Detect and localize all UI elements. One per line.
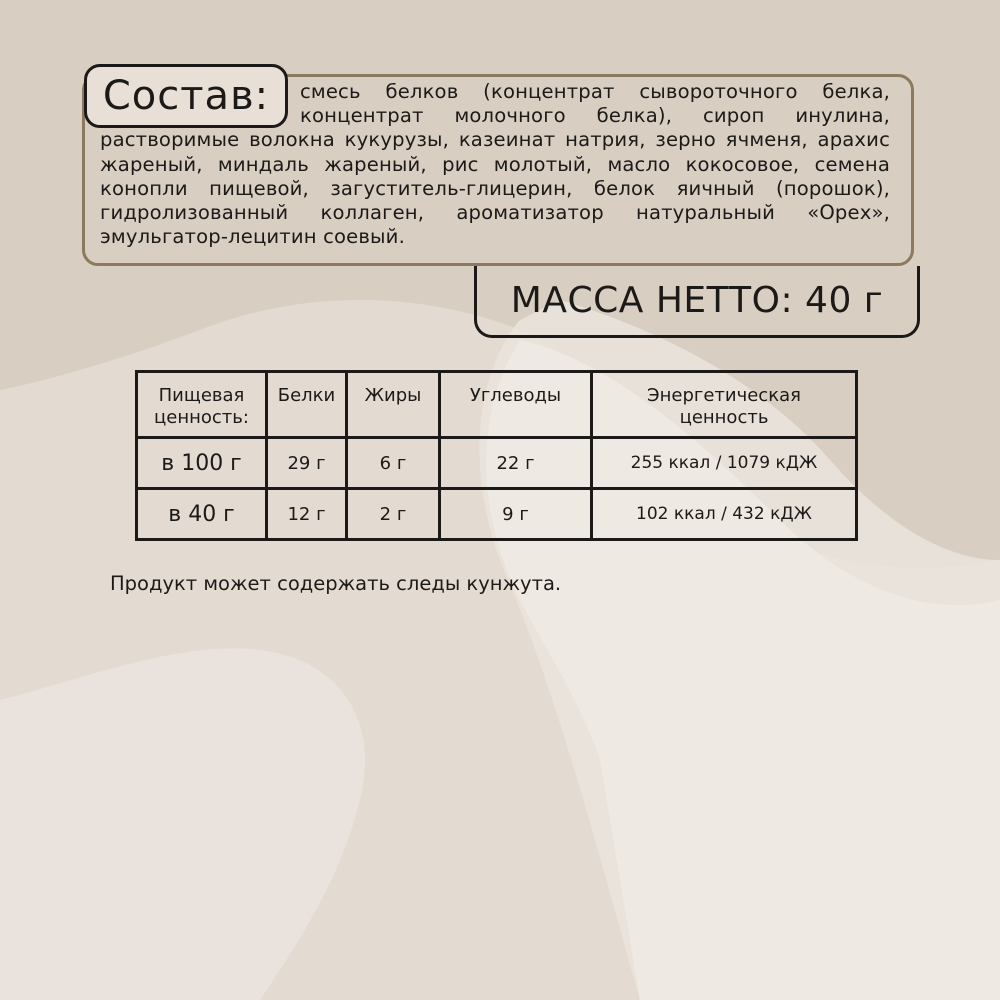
cell-carbs: 9 г (440, 489, 592, 540)
composition-text: смесь белков (концентрат сывороточного белка, концентрат молочного белка), сироп инулина, растворимые волокна кукурузы, казеинат натрия, зерно ячменя, арахис жареный, миндаль жареный, рис молотый, масло кокосовое, семена конопли пищевой, загуститель-глицерин, белок яичный (порошок), гидролизованный коллаген, ароматизатор натуральный «Орех», эмульгатор-лецитин соевый. (100, 80, 890, 249)
row-label: в 100 г (137, 438, 267, 489)
cell-fat: 2 г (347, 489, 440, 540)
row-label: в 40 г (137, 489, 267, 540)
composition-title: Состав: (84, 64, 288, 128)
cell-protein: 29 г (267, 438, 347, 489)
title-spacer (100, 80, 300, 128)
cell-carbs: 22 г (440, 438, 592, 489)
cell-energy: 102 ккал / 432 кДЖ (592, 489, 857, 540)
net-mass-box (474, 266, 920, 338)
cell-energy: 255 ккал / 1079 кДЖ (592, 438, 857, 489)
header-nutritional-value: Пищевая ценность: (137, 372, 267, 438)
cell-protein: 12 г (267, 489, 347, 540)
nutrition-table (135, 370, 858, 541)
table-row (137, 489, 857, 540)
cell-fat: 6 г (347, 438, 440, 489)
table-header-row (137, 372, 857, 438)
header-fat: Жиры (347, 372, 440, 438)
header-carbs: Углеводы (440, 372, 592, 438)
table-row (137, 438, 857, 489)
header-energy: Энергетическая ценность (592, 372, 857, 438)
allergen-note: Продукт может содержать следы кунжута. (110, 572, 562, 595)
header-protein: Белки (267, 372, 347, 438)
net-mass-label: МАССА НЕТТО: 40 г (510, 280, 884, 321)
composition-text-block (100, 80, 890, 249)
